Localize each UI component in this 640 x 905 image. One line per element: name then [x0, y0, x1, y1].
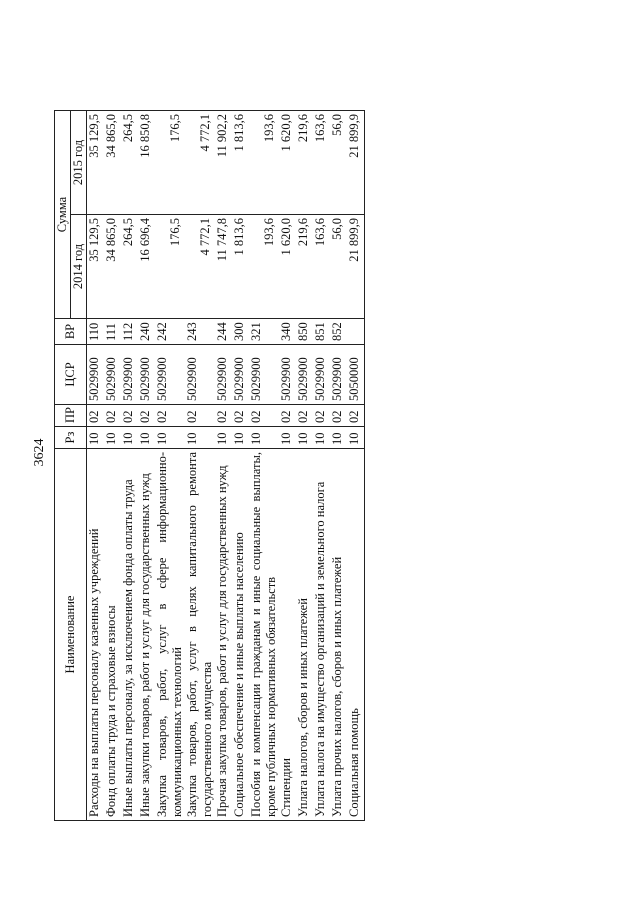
table-row: [215, 111, 232, 821]
row-csr: 5029900: [232, 345, 249, 405]
row-name: Прочая закупка товаров, работ и услуг для государственных нужд: [215, 449, 232, 821]
row-name: Социальная помощь: [347, 449, 365, 821]
row-sum-2015: 264,5: [121, 111, 138, 215]
header-year-2015: 2015 год: [71, 111, 87, 215]
row-pr: 02: [249, 405, 279, 427]
row-sum-2015: 34 865,0: [104, 111, 121, 215]
row-sum-2014: 1 620,0: [279, 215, 296, 319]
row-name: Уплата налога на имущество организаций и земельного налога: [313, 449, 330, 821]
row-rz: 10: [279, 427, 296, 449]
row-sum-2014: 56,0: [330, 215, 347, 319]
row-csr: 5029900: [330, 345, 347, 405]
budget-table: [54, 110, 365, 821]
header-pr: ПР: [55, 405, 87, 427]
table-row: [279, 111, 296, 821]
row-sum-2014: 16 696,4: [138, 215, 155, 319]
row-name: Социальное обеспечение и иные выплаты населению: [232, 449, 249, 821]
row-vr: 110: [87, 319, 105, 345]
row-csr: 5029900: [155, 345, 185, 405]
row-vr: 340: [279, 319, 296, 345]
row-sum-2014: 176,5: [155, 215, 185, 319]
row-pr: 02: [279, 405, 296, 427]
row-rz: 10: [296, 427, 313, 449]
row-name: Иные закупки товаров, работ и услуг для государственных нужд: [138, 449, 155, 821]
header-year-2014: 2014 год: [71, 215, 87, 319]
table-row: [104, 111, 121, 821]
row-pr: 02: [155, 405, 185, 427]
row-sum-2014: 219,6: [296, 215, 313, 319]
row-sum-2014: 11 747,8: [215, 215, 232, 319]
row-name: Уплата прочих налогов, сборов и иных платежей: [330, 449, 347, 821]
table-row: [155, 111, 185, 821]
row-sum-2014: 264,5: [121, 215, 138, 319]
row-sum-2014: 21 899,9: [347, 215, 365, 319]
row-csr: 5029900: [185, 345, 215, 405]
row-vr: 300: [232, 319, 249, 345]
row-name: Уплата налогов, сборов и иных платежей: [296, 449, 313, 821]
page-number: 3624: [32, 438, 47, 467]
row-csr: 5029900: [121, 345, 138, 405]
row-pr: 02: [185, 405, 215, 427]
row-pr: 02: [138, 405, 155, 427]
row-vr: 321: [249, 319, 279, 345]
row-sum-2014: 163,6: [313, 215, 330, 319]
header-name: Наименование: [55, 449, 87, 821]
table-header: [55, 111, 87, 821]
row-rz: 10: [104, 427, 121, 449]
row-csr: 5029900: [215, 345, 232, 405]
row-rz: 10: [87, 427, 105, 449]
row-name: Стипендии: [279, 449, 296, 821]
table-row: [121, 111, 138, 821]
table-row: [138, 111, 155, 821]
row-name: Пособия и компенсации гражданам и иные социальные выплаты, кроме публичных нормативных обязательств: [249, 449, 279, 821]
row-rz: 10: [249, 427, 279, 449]
row-csr: 5050000: [347, 345, 365, 405]
header-csr: ЦСР: [55, 345, 87, 405]
row-name: Расходы на выплаты персоналу казенных учреждений: [87, 449, 105, 821]
row-csr: 5029900: [296, 345, 313, 405]
row-pr: 02: [104, 405, 121, 427]
row-sum-2015: 35 129,5: [87, 111, 105, 215]
row-sum-2015: 11 902,2: [215, 111, 232, 215]
row-sum-2015: 56,0: [330, 111, 347, 215]
row-rz: 10: [313, 427, 330, 449]
row-sum-2015: 4 772,1: [185, 111, 215, 215]
row-sum-2015: 1 620,0: [279, 111, 296, 215]
row-sum-2014: 34 865,0: [104, 215, 121, 319]
row-vr: 851: [313, 319, 330, 345]
table-row: [296, 111, 313, 821]
row-rz: 10: [215, 427, 232, 449]
row-pr: 02: [121, 405, 138, 427]
row-pr: 02: [232, 405, 249, 427]
row-vr: 244: [215, 319, 232, 345]
row-pr: 02: [215, 405, 232, 427]
row-pr: 02: [296, 405, 313, 427]
row-pr: 02: [330, 405, 347, 427]
row-sum-2015: 16 850,8: [138, 111, 155, 215]
row-csr: 5029900: [249, 345, 279, 405]
row-vr: [347, 319, 365, 345]
row-rz: 10: [347, 427, 365, 449]
row-csr: 5029900: [138, 345, 155, 405]
row-sum-2015: 163,6: [313, 111, 330, 215]
row-vr: 111: [104, 319, 121, 345]
row-rz: 10: [185, 427, 215, 449]
table-row: [330, 111, 347, 821]
row-csr: 5029900: [87, 345, 105, 405]
row-pr: 02: [87, 405, 105, 427]
table-row: [232, 111, 249, 821]
table-row: [249, 111, 279, 821]
row-sum-2014: 1 813,6: [232, 215, 249, 319]
row-name: Закупка товаров, работ, услуг в целях капитального ремонта государственного имущества: [185, 449, 215, 821]
row-sum-2014: 193,6: [249, 215, 279, 319]
row-sum-2015: 21 899,9: [347, 111, 365, 215]
row-sum-2015: 1 813,6: [232, 111, 249, 215]
row-pr: 02: [313, 405, 330, 427]
row-vr: 242: [155, 319, 185, 345]
row-rz: 10: [121, 427, 138, 449]
row-rz: 10: [232, 427, 249, 449]
row-sum-2014: 4 772,1: [185, 215, 215, 319]
row-csr: 5029900: [313, 345, 330, 405]
row-name: Закупка товаров, работ, услуг в сфере информационно-коммуникационных технологий: [155, 449, 185, 821]
row-rz: 10: [155, 427, 185, 449]
row-pr: 02: [347, 405, 365, 427]
header-vr: ВР: [55, 319, 87, 345]
row-vr: 852: [330, 319, 347, 345]
row-sum-2015: 193,6: [249, 111, 279, 215]
row-vr: 240: [138, 319, 155, 345]
row-sum-2015: 176,5: [155, 111, 185, 215]
row-vr: 112: [121, 319, 138, 345]
row-sum-2014: 35 129,5: [87, 215, 105, 319]
header-rz: Рз: [55, 427, 87, 449]
table-body: [87, 111, 365, 821]
row-sum-2015: 219,6: [296, 111, 313, 215]
table-row: [347, 111, 365, 821]
row-rz: 10: [330, 427, 347, 449]
row-vr: 850: [296, 319, 313, 345]
table-row: [185, 111, 215, 821]
row-name: Фонд оплаты труда и страховые взносы: [104, 449, 121, 821]
row-name: Иные выплаты персоналу, за исключением фонда оплаты труда: [121, 449, 138, 821]
row-vr: 243: [185, 319, 215, 345]
table-row: [87, 111, 105, 821]
row-rz: 10: [138, 427, 155, 449]
header-sum: Сумма: [55, 111, 71, 319]
table-row: [313, 111, 330, 821]
row-csr: 5029900: [279, 345, 296, 405]
row-csr: 5029900: [104, 345, 121, 405]
